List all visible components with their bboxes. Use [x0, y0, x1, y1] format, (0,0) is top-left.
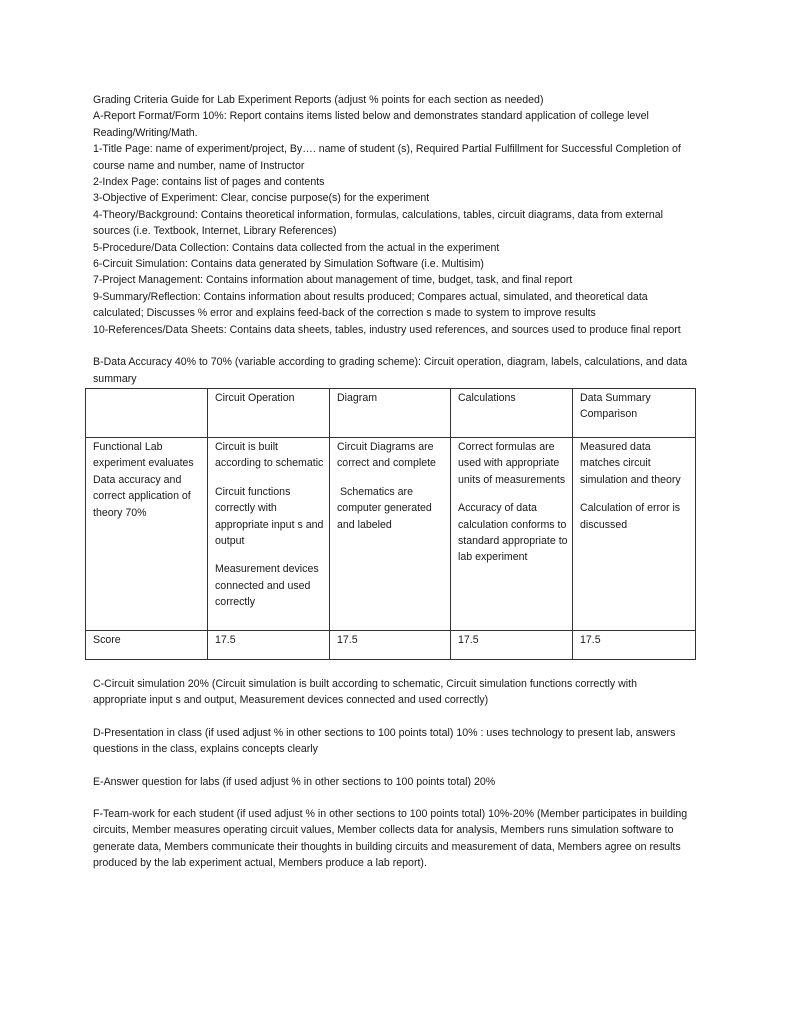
document-title: Grading Criteria Guide for Lab Experiment Reports (adjust % points for each section as needed) — [93, 94, 544, 106]
score-value: 17.5 — [208, 630, 330, 659]
criteria-item: 1-Title Page: name of experiment/project, By…. name of student (s), Required Partial Fulfillment for Successful Completion of — [93, 143, 681, 156]
cell-text: Schematics are computer generated and labeled — [337, 485, 435, 531]
section-b-heading: summary — [93, 372, 137, 385]
data-summary-cell — [573, 437, 696, 630]
table-row — [86, 437, 696, 630]
section-d-text: D-Presentation in class (if used adjust % in other sections to 100 points total) 10% : uses technology to present lab, answers — [93, 726, 676, 739]
criteria-item: 6-Circuit Simulation: Contains data generated by Simulation Software (i.e. Multisim) — [93, 258, 484, 271]
criteria-item: 5-Procedure/Data Collection: Contains data collected from the actual in the experiment — [93, 241, 500, 254]
section-d-text: questions in the class, explains concepts clearly — [93, 743, 318, 756]
section-f-text: generate data, Members communicate their thoughts in building circuits and measurement of data, Members agree on results — [93, 840, 681, 853]
table-header-circuit-operation: Circuit Operation — [208, 388, 330, 437]
table-header-empty — [86, 388, 208, 437]
table-header-calculations: Calculations — [451, 388, 573, 437]
cell-text: Accuracy of data calculation conforms to standard appropriate to lab experiment — [458, 502, 568, 564]
criteria-item: 9-Summary/Reflection: Contains information about results produced; Compares actual, simulated, and theoretical data — [93, 290, 648, 303]
document-page — [93, 92, 703, 872]
criteria-item: 4-Theory/Background: Contains theoretical information, formulas, calculations, tables, circuit diagrams, data from external — [93, 208, 663, 221]
section-f-text: produced by the lab experiment actual, Members produce a lab report). — [93, 857, 427, 870]
section-c-text: C-Circuit simulation 20% (Circuit simulation is built according to schematic, Circuit simulation functions correctly with — [93, 677, 637, 690]
cell-text: Calculation of error is discussed — [580, 502, 681, 531]
table-header-diagram: Diagram — [330, 388, 451, 437]
diagram-cell — [330, 437, 451, 630]
section-e-text: E-Answer question for labs (if used adjust % in other sections to 100 points total) 20% — [93, 775, 496, 788]
row-label-cell — [86, 437, 208, 630]
cell-text: Measured data matches circuit simulation and theory — [580, 440, 681, 486]
section-f-text: F-Team-work for each student (if used adjust % in other sections to 100 points total) 10%-20% (Member participates in building — [93, 807, 688, 820]
section-c-text: appropriate input s and output, Measurement devices connected and used correctly) — [93, 694, 489, 707]
section-f-text: circuits, Member measures operating circuit values, Member collects data for analysis, Members runs simulation software to — [93, 824, 674, 837]
criteria-item: 10-References/Data Sheets: Contains data sheets, tables, industry used references, and sources used to produce final report — [93, 323, 681, 336]
table-header-row — [86, 388, 696, 437]
criteria-item: calculated; Discusses % error and explains feed-back of the correction s made to system to improve results — [93, 307, 596, 320]
criteria-item: 2-Index Page: contains list of pages and contents — [93, 176, 325, 189]
score-value: 17.5 — [451, 630, 573, 659]
criteria-item: 3-Objective of Experiment: Clear, concise purpose(s) for the experiment — [93, 192, 430, 205]
cell-text: Circuit Diagrams are correct and complete — [337, 440, 436, 470]
section-a-line: A-Report Format/Form 10%: Report contains items listed below and demonstrates standard application of college level — [93, 110, 649, 123]
criteria-item: 7-Project Management: Contains information about management of time, budget, task, and final report — [93, 274, 573, 287]
score-value: 17.5 — [573, 630, 696, 659]
cell-text: Circuit is built according to schematic — [215, 440, 324, 470]
criteria-item: sources (i.e. Textbook, Internet, Library References) — [93, 225, 337, 238]
row-label: Functional Lab experiment evaluates Data accuracy and correct application of theory 70% — [93, 440, 194, 519]
criteria-item: course name and number, name of Instructor — [93, 159, 305, 172]
score-label: Score — [86, 630, 208, 659]
cell-text: Measurement devices connected and used correctly — [215, 563, 319, 609]
cell-text: Circuit functions correctly with appropriate input s and output — [215, 485, 324, 547]
section-a-line: Reading/Writing/Math. — [93, 126, 198, 139]
score-value: 17.5 — [330, 630, 451, 659]
calculations-cell — [451, 437, 573, 630]
table-header-data-summary: Data Summary Comparison — [573, 388, 696, 437]
score-row — [86, 630, 696, 659]
cell-text: Correct formulas are used with appropriate units of measurements — [458, 440, 566, 486]
circuit-operation-cell — [208, 437, 330, 630]
grading-table — [85, 388, 696, 660]
section-b-heading: B-Data Accuracy 40% to 70% (variable according to grading scheme): Circuit operation, diagram, labels, calculations, and data — [93, 356, 688, 369]
